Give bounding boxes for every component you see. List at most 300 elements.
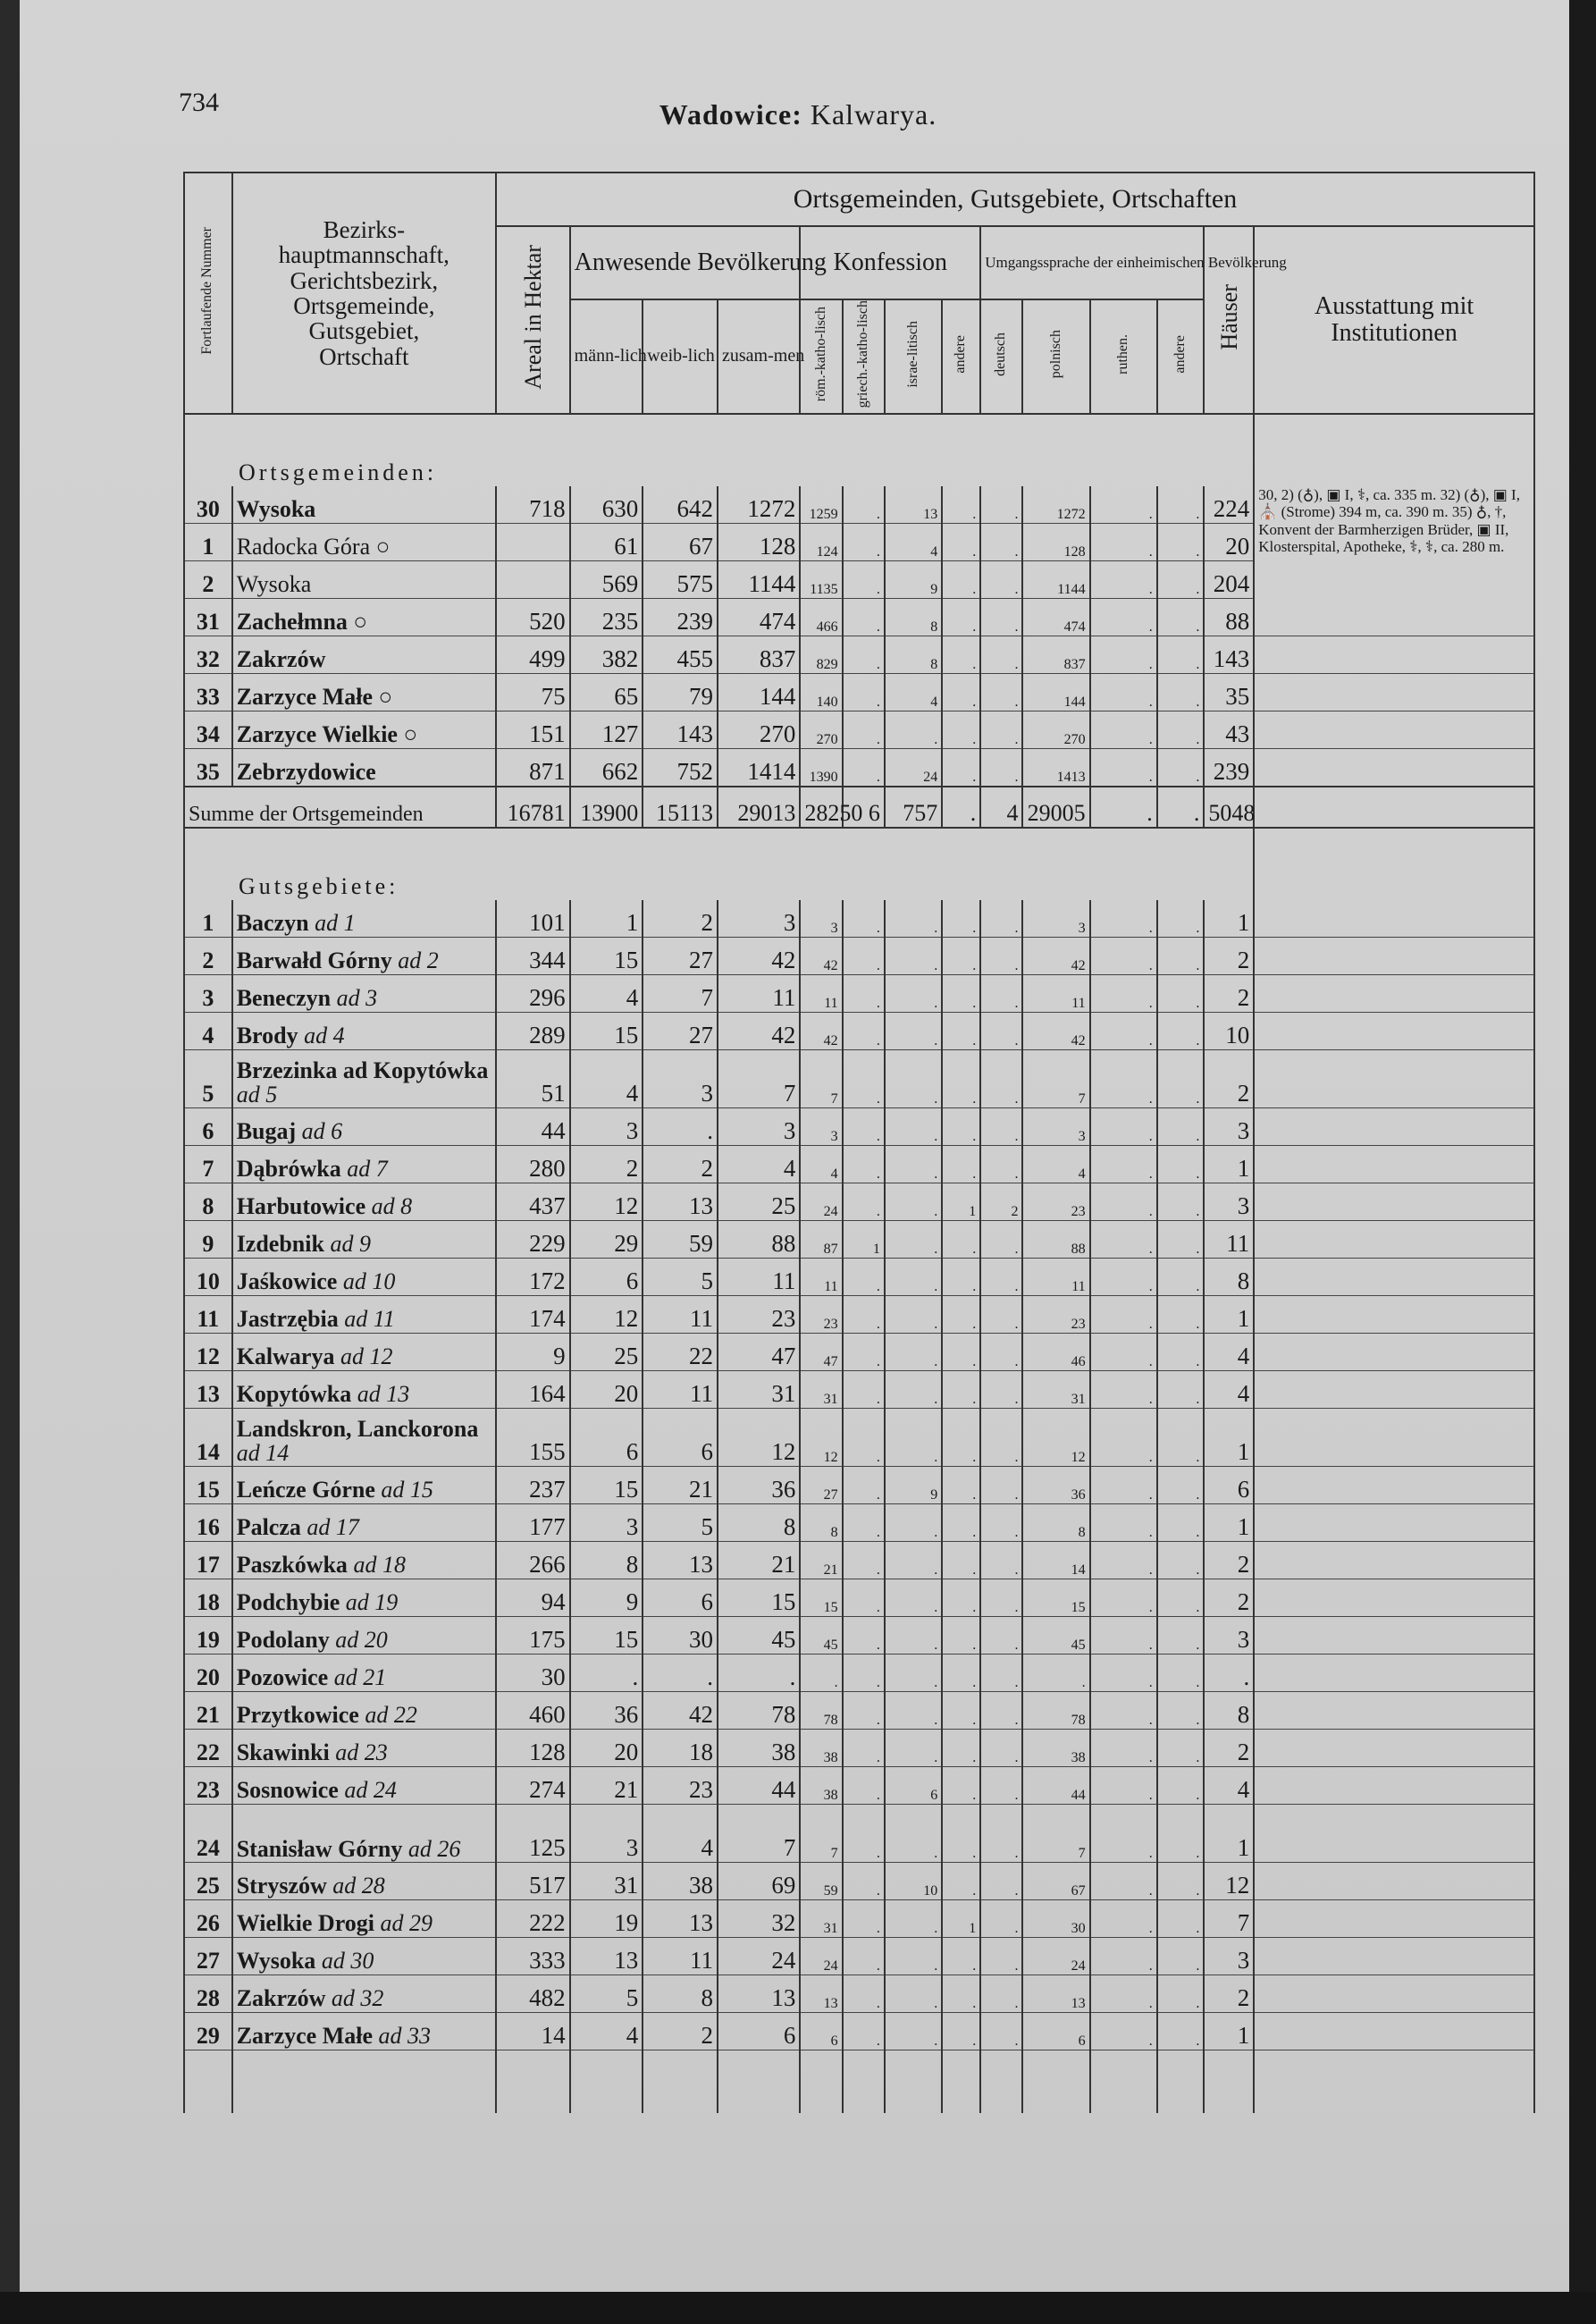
- sum-areal: 16781: [496, 787, 570, 828]
- section-gutsgebiete: [184, 828, 1534, 900]
- cell-ua: .: [1157, 560, 1205, 598]
- row-number: 13: [184, 1370, 232, 1408]
- cell-rk: 38: [800, 1766, 842, 1804]
- row-name-text: Leńcze Górne: [236, 1476, 375, 1503]
- row-name: [232, 1145, 496, 1183]
- cell-h: 10: [1204, 1012, 1254, 1049]
- row-name: [232, 1899, 496, 1937]
- table-row: [184, 711, 1534, 748]
- row-number: 9: [184, 1220, 232, 1258]
- row-name: [232, 673, 496, 711]
- cell-is: .: [885, 900, 942, 938]
- sum-gk: 6: [843, 787, 885, 828]
- row-number: 11: [184, 1295, 232, 1333]
- cell-h: 239: [1204, 748, 1254, 787]
- row-name: [232, 1616, 496, 1654]
- cell-m: 31: [570, 1862, 643, 1899]
- cell-de: .: [980, 560, 1022, 598]
- cell-z: 837: [718, 636, 800, 673]
- row-name-text: Pozowice: [236, 1663, 329, 1690]
- row-name: [232, 1408, 496, 1466]
- cell-po: 1272: [1022, 486, 1089, 524]
- row-name: [232, 2012, 496, 2050]
- cell-w: 38: [643, 1862, 718, 1899]
- cell-ausstattung: [1254, 1295, 1534, 1333]
- row-name-text: Zebrzydowice: [236, 758, 376, 785]
- cell-de: .: [980, 1333, 1022, 1370]
- cell-an: .: [942, 598, 980, 636]
- cell-ausstattung: [1254, 673, 1534, 711]
- cell-po: 6: [1022, 2012, 1089, 2050]
- cell-ausstattung: [1254, 1691, 1534, 1729]
- row-name: [232, 1729, 496, 1766]
- cell-w: 23: [643, 1766, 718, 1804]
- filler-cell: [980, 2050, 1022, 2113]
- cell-ausstattung: [1254, 1333, 1534, 1370]
- cell-is: .: [885, 1899, 942, 1937]
- cell-areal: 289: [496, 1012, 570, 1049]
- cell-h: 1: [1204, 1804, 1254, 1862]
- table-row: [184, 1937, 1534, 1975]
- cell-rk: 24: [800, 1937, 842, 1975]
- cell-z: 88: [718, 1220, 800, 1258]
- cell-ru: .: [1090, 1258, 1157, 1295]
- cell-ru: .: [1090, 1691, 1157, 1729]
- row-cross-reference: ad 14: [236, 1440, 290, 1467]
- filler-cell: [570, 2050, 643, 2113]
- cell-an: .: [942, 1579, 980, 1616]
- filler-cell: [1254, 2050, 1534, 2113]
- cell-is: 9: [885, 1466, 942, 1503]
- cell-de: .: [980, 486, 1022, 524]
- cell-is: .: [885, 1541, 942, 1579]
- cell-areal: 94: [496, 1579, 570, 1616]
- row-number: 15: [184, 1466, 232, 1503]
- cell-areal: 482: [496, 1975, 570, 2012]
- cell-ausstattung: [1254, 1654, 1534, 1691]
- cell-h: 3: [1204, 1616, 1254, 1654]
- cell-ru: .: [1090, 1899, 1157, 1937]
- filler-cell: [1204, 2050, 1254, 2113]
- table-row: [184, 636, 1534, 673]
- cell-de: .: [980, 1466, 1022, 1503]
- cell-rk: 21: [800, 1541, 842, 1579]
- cell-w: 5: [643, 1503, 718, 1541]
- cell-ua: .: [1157, 1804, 1205, 1862]
- cell-po: 3: [1022, 900, 1089, 938]
- cell-is: 8: [885, 636, 942, 673]
- cell-de: .: [980, 1408, 1022, 1466]
- cell-z: 270: [718, 711, 800, 748]
- cell-ru: .: [1090, 937, 1157, 974]
- cell-ua: .: [1157, 1408, 1205, 1466]
- cell-gk: .: [843, 1183, 885, 1220]
- cell-an: .: [942, 1503, 980, 1541]
- cell-ua: .: [1157, 1503, 1205, 1541]
- cell-is: .: [885, 1258, 942, 1295]
- cell-areal: 333: [496, 1937, 570, 1975]
- cell-an: .: [942, 1370, 980, 1408]
- cell-areal: 499: [496, 636, 570, 673]
- row-number: 23: [184, 1766, 232, 1804]
- table-row: [184, 1183, 1534, 1220]
- cell-is: .: [885, 1503, 942, 1541]
- cell-h: 143: [1204, 636, 1254, 673]
- cell-m: .: [570, 1654, 643, 1691]
- row-cross-reference: ad 23: [335, 1739, 388, 1765]
- table-row: [184, 2012, 1534, 2050]
- table-row: [184, 1466, 1534, 1503]
- header-bezirk: Bezirks- hauptmannschaft, Gerichtsbezirk, Ortsgemeinde, Gutsgebiet, Ortschaft: [232, 173, 496, 414]
- cell-ausstattung: [1254, 900, 1534, 938]
- table-row: [184, 1729, 1534, 1766]
- cell-m: 13: [570, 1937, 643, 1975]
- cell-an: .: [942, 1691, 980, 1729]
- cell-an: .: [942, 1049, 980, 1107]
- cell-w: 455: [643, 636, 718, 673]
- cell-z: 4: [718, 1145, 800, 1183]
- cell-z: 24: [718, 1937, 800, 1975]
- cell-rk: 124: [800, 523, 842, 560]
- cell-rk: 78: [800, 1691, 842, 1729]
- cell-z: 11: [718, 974, 800, 1012]
- cell-m: 4: [570, 1049, 643, 1107]
- table-row: [184, 1258, 1534, 1295]
- cell-m: 36: [570, 1691, 643, 1729]
- cell-w: 30: [643, 1616, 718, 1654]
- cell-ua: .: [1157, 1049, 1205, 1107]
- cell-w: 13: [643, 1541, 718, 1579]
- cell-ru: .: [1090, 1541, 1157, 1579]
- filler-cell: [232, 2050, 496, 2113]
- table-row: [184, 900, 1534, 938]
- cell-is: .: [885, 937, 942, 974]
- cell-z: 474: [718, 598, 800, 636]
- row-cross-reference: ad 15: [381, 1476, 433, 1503]
- header-haeuser: Häuser: [1204, 226, 1254, 414]
- cell-h: 1: [1204, 1408, 1254, 1466]
- cell-w: 79: [643, 673, 718, 711]
- cell-ru: .: [1090, 1049, 1157, 1107]
- cell-ru: .: [1090, 1408, 1157, 1466]
- row-number: 28: [184, 1975, 232, 2012]
- row-name: [232, 1107, 496, 1145]
- cell-rk: 4: [800, 1145, 842, 1183]
- cell-z: 3: [718, 1107, 800, 1145]
- cell-po: 23: [1022, 1295, 1089, 1333]
- filler-cell: [1157, 2050, 1205, 2113]
- row-name: [232, 1766, 496, 1804]
- cell-h: 6: [1204, 1466, 1254, 1503]
- row-name-text: Zakrzów: [236, 1984, 326, 2011]
- cell-ua: .: [1157, 1654, 1205, 1691]
- row-name: [232, 1937, 496, 1975]
- cell-w: 11: [643, 1370, 718, 1408]
- cell-ru: .: [1090, 1975, 1157, 2012]
- cell-ua: .: [1157, 1579, 1205, 1616]
- cell-rk: 7: [800, 1804, 842, 1862]
- row-name-text: Podchybie: [236, 1588, 340, 1615]
- book-spine-shadow: [0, 0, 20, 2324]
- cell-gk: .: [843, 560, 885, 598]
- row-cross-reference: ad 3: [336, 984, 378, 1011]
- row-name-text: Stanisław Górny: [236, 1836, 403, 1863]
- row-name-text: Baczyn: [236, 909, 309, 936]
- cell-po: 13: [1022, 1975, 1089, 2012]
- cell-ausstattung: [1254, 1899, 1534, 1937]
- table-row: [184, 1107, 1534, 1145]
- row-name: [232, 486, 496, 524]
- header-ruthenisch: ruthen.: [1090, 299, 1157, 414]
- cell-po: 36: [1022, 1466, 1089, 1503]
- cell-areal: 266: [496, 1541, 570, 1579]
- sum-ua: .: [1157, 787, 1205, 828]
- cell-rk: 1135: [800, 560, 842, 598]
- row-name-text: Brody: [236, 1022, 298, 1048]
- row-name: [232, 900, 496, 938]
- cell-ru: .: [1090, 1937, 1157, 1975]
- cell-w: 239: [643, 598, 718, 636]
- cell-rk: 3: [800, 1107, 842, 1145]
- table-row: [184, 1370, 1534, 1408]
- cell-w: 11: [643, 1295, 718, 1333]
- cell-an: .: [942, 1654, 980, 1691]
- row-name: [232, 1541, 496, 1579]
- cell-ua: .: [1157, 1766, 1205, 1804]
- row-cross-reference: ad 28: [332, 1872, 385, 1899]
- table-row: [184, 1408, 1534, 1466]
- table-row: [184, 1220, 1534, 1258]
- cell-ru: .: [1090, 900, 1157, 938]
- running-head-place: Kalwarya.: [810, 98, 937, 131]
- row-number: 18: [184, 1579, 232, 1616]
- cell-de: .: [980, 937, 1022, 974]
- cell-areal: 280: [496, 1145, 570, 1183]
- cell-po: 128: [1022, 523, 1089, 560]
- row-number: 34: [184, 711, 232, 748]
- cell-ua: .: [1157, 1862, 1205, 1899]
- cell-z: 8: [718, 1503, 800, 1541]
- section-ortsgemeinden-label: Ortsgemeinden:: [184, 414, 1254, 486]
- cell-rk: 3: [800, 900, 842, 938]
- cell-h: 4: [1204, 1370, 1254, 1408]
- cell-ru: .: [1090, 748, 1157, 787]
- cell-de: .: [980, 1220, 1022, 1258]
- cell-z: .: [718, 1654, 800, 1691]
- table-row: [184, 1975, 1534, 2012]
- cell-z: 7: [718, 1804, 800, 1862]
- cell-ua: .: [1157, 937, 1205, 974]
- cell-areal: 172: [496, 1258, 570, 1295]
- section-ortsgemeinden: [184, 414, 1534, 486]
- cell-areal: 177: [496, 1503, 570, 1541]
- cell-ru: .: [1090, 523, 1157, 560]
- row-name: [232, 1258, 496, 1295]
- cell-ua: .: [1157, 1541, 1205, 1579]
- cell-de: .: [980, 1654, 1022, 1691]
- cell-rk: 1390: [800, 748, 842, 787]
- cell-w: 4: [643, 1804, 718, 1862]
- cell-is: .: [885, 1333, 942, 1370]
- cell-an: .: [942, 748, 980, 787]
- row-name-text: Paszkówka: [236, 1551, 348, 1578]
- cell-h: 12: [1204, 1862, 1254, 1899]
- header-group-ortsgemeinden: Ortsgemeinden, Gutsgebiete, Ortschaften: [496, 173, 1534, 226]
- cell-de: .: [980, 1804, 1022, 1862]
- cell-ausstattung: [1254, 711, 1534, 748]
- cell-gk: .: [843, 1145, 885, 1183]
- cell-ua: .: [1157, 673, 1205, 711]
- cell-ua: .: [1157, 1183, 1205, 1220]
- cell-po: 1413: [1022, 748, 1089, 787]
- cell-ru: .: [1090, 636, 1157, 673]
- header-roem-kath: röm.-katho-lisch: [800, 299, 842, 414]
- cell-w: 59: [643, 1220, 718, 1258]
- cell-h: 3: [1204, 1107, 1254, 1145]
- row-cross-reference: ad 17: [307, 1513, 359, 1540]
- cell-po: 67: [1022, 1862, 1089, 1899]
- cell-gk: .: [843, 1654, 885, 1691]
- cell-w: 13: [643, 1183, 718, 1220]
- cell-gk: .: [843, 1049, 885, 1107]
- header-weiblich: weib-lich: [643, 299, 718, 414]
- table-row: [184, 1333, 1534, 1370]
- cell-m: 382: [570, 636, 643, 673]
- row-name-text: Zakrzów: [236, 645, 326, 672]
- section-gutsgebiete-note-cell: [1254, 828, 1534, 900]
- cell-w: 3: [643, 1049, 718, 1107]
- cell-gk: .: [843, 1766, 885, 1804]
- cell-z: 144: [718, 673, 800, 711]
- cell-areal: 51: [496, 1049, 570, 1107]
- row-name-text: Wysoka: [236, 1947, 316, 1974]
- row-name: [232, 974, 496, 1012]
- table-row: [184, 1766, 1534, 1804]
- table-row: [184, 598, 1534, 636]
- cell-ru: .: [1090, 2012, 1157, 2050]
- section-gutsgebiete-label: Gutsgebiete:: [184, 828, 1254, 900]
- row-name: [232, 560, 496, 598]
- cell-z: 23: [718, 1295, 800, 1333]
- cell-z: 1144: [718, 560, 800, 598]
- cell-ru: .: [1090, 560, 1157, 598]
- cell-is: 13: [885, 486, 942, 524]
- cell-an: .: [942, 1975, 980, 2012]
- cell-areal: 151: [496, 711, 570, 748]
- cell-po: 474: [1022, 598, 1089, 636]
- ausstattung-note: 30, 2) (♁), ▣ I, ⚕, ca. 335 m. 32) (♁), ▣ I, ⛪ (Strome) 394 m, ca. 390 m. 35) ♁, †, Konvent der Barmherzigen Brüder, ▣ II, Klosterspital, Apotheke, ⚕, ⚕, ca. 280 m.: [1254, 486, 1534, 599]
- cell-is: .: [885, 1107, 942, 1145]
- row-name: [232, 1220, 496, 1258]
- cell-z: 12: [718, 1408, 800, 1466]
- cell-rk: 829: [800, 636, 842, 673]
- row-cross-reference: ad 20: [335, 1626, 388, 1653]
- cell-h: 35: [1204, 673, 1254, 711]
- cell-areal: 75: [496, 673, 570, 711]
- cell-z: 1414: [718, 748, 800, 787]
- cell-an: .: [942, 1333, 980, 1370]
- cell-h: 2: [1204, 1975, 1254, 2012]
- cell-z: 11: [718, 1258, 800, 1295]
- row-cross-reference: ad 10: [342, 1267, 396, 1294]
- cell-ru: .: [1090, 1766, 1157, 1804]
- cell-ausstattung: [1254, 1503, 1534, 1541]
- cell-areal: [496, 560, 570, 598]
- cell-ausstattung: [1254, 1766, 1534, 1804]
- cell-h: 3: [1204, 1937, 1254, 1975]
- row-name-text: Wysoka: [236, 495, 316, 522]
- cell-ua: .: [1157, 1220, 1205, 1258]
- cell-h: 3: [1204, 1183, 1254, 1220]
- cell-areal: 9: [496, 1333, 570, 1370]
- row-number: 8: [184, 1183, 232, 1220]
- header-areal: Areal in Hektar: [496, 226, 570, 414]
- cell-po: 44: [1022, 1766, 1089, 1804]
- row-number: 25: [184, 1862, 232, 1899]
- table-row: [184, 1503, 1534, 1541]
- row-name: [232, 1862, 496, 1899]
- header-israelitisch: israe-litisch: [885, 299, 942, 414]
- cell-ru: .: [1090, 673, 1157, 711]
- cell-ua: .: [1157, 523, 1205, 560]
- cell-ausstattung: [1254, 1408, 1534, 1466]
- header-fortlaufende-nummer: Fortlaufende Nummer: [184, 173, 232, 414]
- row-name-text: Wielkie Drogi: [236, 1909, 374, 1936]
- cell-gk: .: [843, 974, 885, 1012]
- cell-is: 10: [885, 1862, 942, 1899]
- cell-areal: 718: [496, 486, 570, 524]
- row-number: 26: [184, 1899, 232, 1937]
- cell-is: .: [885, 1370, 942, 1408]
- cell-is: .: [885, 1183, 942, 1220]
- cell-areal: 125: [496, 1804, 570, 1862]
- cell-gk: .: [843, 1258, 885, 1295]
- running-head-district: Wadowice:: [659, 98, 802, 131]
- cell-ausstattung: [1254, 1862, 1534, 1899]
- sum-z: 29013: [718, 787, 800, 828]
- row-number: 7: [184, 1145, 232, 1183]
- cell-w: 27: [643, 937, 718, 974]
- cell-de: .: [980, 1258, 1022, 1295]
- cell-po: 12: [1022, 1408, 1089, 1466]
- cell-rk: 59: [800, 1862, 842, 1899]
- cell-rk: 11: [800, 974, 842, 1012]
- cell-m: 1: [570, 900, 643, 938]
- cell-z: 1272: [718, 486, 800, 524]
- cell-z: 36: [718, 1466, 800, 1503]
- row-name-text: Brzezinka ad Kopytówka: [236, 1057, 489, 1084]
- cell-an: .: [942, 1766, 980, 1804]
- cell-ua: .: [1157, 1616, 1205, 1654]
- cell-m: 3: [570, 1503, 643, 1541]
- cell-po: 45: [1022, 1616, 1089, 1654]
- row-name: [232, 1691, 496, 1729]
- row-cross-reference: ad 12: [340, 1343, 393, 1369]
- row-cross-reference: ad 8: [371, 1192, 413, 1219]
- cell-gk: .: [843, 1804, 885, 1862]
- cell-an: .: [942, 1145, 980, 1183]
- cell-is: .: [885, 1616, 942, 1654]
- cell-de: .: [980, 673, 1022, 711]
- cell-de: .: [980, 1975, 1022, 2012]
- cell-w: 27: [643, 1012, 718, 1049]
- cell-po: 78: [1022, 1691, 1089, 1729]
- cell-de: .: [980, 1899, 1022, 1937]
- cell-an: .: [942, 1220, 980, 1258]
- row-cross-reference: ad 9: [330, 1230, 371, 1257]
- header-polnisch: polnisch: [1022, 299, 1089, 414]
- row-number: 35: [184, 748, 232, 787]
